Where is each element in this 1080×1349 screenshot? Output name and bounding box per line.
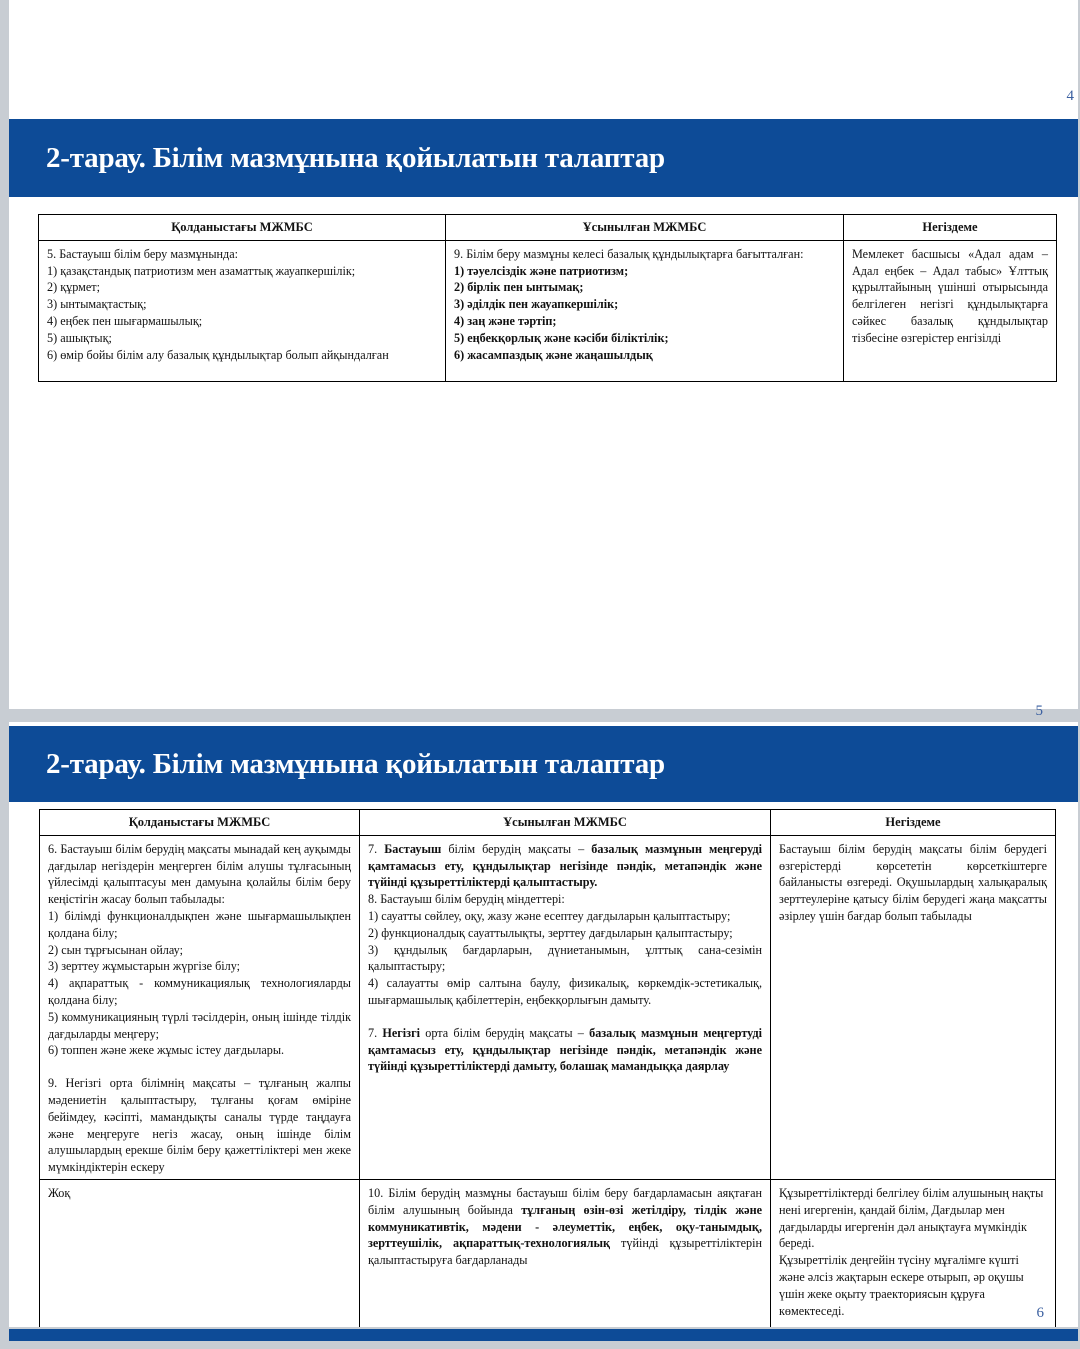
header-justification: Негіздеме [771, 810, 1056, 836]
justification-cell [771, 1179, 1056, 1327]
current-standard-cell [39, 240, 446, 381]
page-number: 4 [1066, 88, 1074, 104]
list-item: 8. Бастауыш білім берудің міндеттері: [368, 892, 565, 907]
list-item: 1) білімді функционалдықпен және шығармашылықпен қолдана білу; [48, 908, 351, 940]
paragraph-intro: 9. Білім беру мазмұны келесі базалық құндылықтарға бағытталған: [454, 246, 804, 261]
list-item: 5. Бастауыш білім беру мазмұнында: [47, 246, 239, 261]
proposed-standard-cell [360, 1179, 771, 1327]
paragraph [368, 1025, 762, 1075]
list-item: 4) еңбек пен шығармашылық; [47, 313, 203, 328]
text: орта білім берудің мақсаты – [425, 1025, 584, 1040]
justification-cell: Бастауыш білім берудің мақсаты білім берудегі өзгерістерді көрсететін көрсеткіштерге байланысты өзгереді. Оқушылардың халықаралық зерттеулеріне қатысу білім берудегі жаңа мақсатты әзірлеу үшін бағдар болып табылады [771, 835, 1056, 1179]
list-item: 3) зерттеу жұмыстарын жүргізе білу; [48, 959, 241, 974]
list-item: 4) заң және тәртіп; [454, 313, 557, 328]
text: 10. Білім берудің мазмұны бастауыш білім беру бағдарламасын аяқтаған білім алушының бойында [368, 1185, 762, 1217]
list-item: 5) еңбекқорлық және кәсіби біліктілік; [454, 330, 669, 345]
current-standard-cell: Жоқ [40, 1179, 360, 1327]
list-item: 2) функционалдық сауаттылықты, зерттеу дағдыларын қалыптастыру; [368, 925, 733, 940]
paragraph: Құзыреттілік деңгейін түсіну мұғалімге күшті және әлсіз жақтарын ескере отырып, әр оқушы үшін жеке оқыту траекториясын құруға көмектеседі. [779, 1253, 1024, 1318]
emphasis: тұлғаның өзін-өзі жетілдіру, тілдік және коммуникативтік, мәдени - әлеуметтік, еңбек, оқу-танымдық, зерттеушілік, ақпараттық-технологиялық [368, 1202, 763, 1251]
list-item: 3) құндылық бағдарларын, дүниетанымын, ұлттық сана-сезімін қалыптастыру; [368, 942, 762, 974]
list-item: 6) өмір бойы білім алу базалық құндылықтар болып айқындалған [47, 347, 389, 362]
list-item: 5) коммуникацияның түрлі тәсілдерін, оның ішінде тілдік дағдыларды меңгеру; [48, 1009, 351, 1041]
chapter-heading-banner [9, 726, 1078, 802]
list-item: 6) жасампаздық және жаңашылдық [454, 347, 653, 362]
text: білім берудің мақсаты – [448, 841, 585, 856]
paragraph: Құзыреттіліктерді белгілеу білім алушының нақты нені игергенін, қандай білім, Дағдылар мен дағдыларды игергенін дәл анықтауға мүмкіндік береді. [779, 1185, 1044, 1251]
justification-cell: Мемлекет басшысы «Адал адам – Адал еңбек – Адал табыс» Ұлттық құрылтайының үшінші отырысында белгілеген негізгі құндылықтарға сәйкес базалық құндылықтар тізбесіне өзгерістер енгізілді [844, 240, 1057, 381]
emphasis: Бастауыш [384, 841, 442, 856]
page-number: 6 [1036, 1305, 1044, 1321]
chapter-heading: 2-тарау. Білім мазмұнына қойылатын талаптар [46, 141, 665, 174]
chapter-heading: 2-тарау. Білім мазмұнына қойылатын талаптар [46, 747, 665, 780]
table-row [39, 240, 1057, 381]
emphasis: базалық мазмұнын меңгертуді қамтамасыз ету, құндылықтар негізінде пәндік, метапәндік және түйінді құзыреттіліктерді дамыту, болашақ мамандыққа даярлау [368, 1025, 763, 1074]
header-justification: Негіздеме [844, 215, 1057, 241]
emphasis: базалық мазмұнын меңгеруді қамтамасыз ету, құндылықтар негізінде пәндік, метапәндік және түйінді құзыреттіліктерді қалыптастыру. [368, 841, 763, 890]
requirements-table [39, 809, 1056, 1327]
document-page-5 [9, 722, 1078, 1327]
list-item: 1) тәуелсіздік және патриотизм; [454, 263, 629, 278]
list-item: 5) ашықтық; [47, 330, 112, 345]
page-number: 5 [1035, 703, 1043, 719]
table-row [40, 1179, 1056, 1327]
document-page-4 [9, 0, 1078, 709]
header-proposed-standard: Ұсынылған МЖМБС [360, 810, 771, 836]
item-number: 7. [368, 1025, 378, 1040]
requirements-table [38, 214, 1057, 382]
text: түйінді құзыреттіліктерін қалыптастыруға бағдарланады [368, 1236, 762, 1268]
paragraph: 9. Негізгі орта білімнің мақсаты – тұлғаның жалпы мәдениетін қалыптастыру, тұлғаны қоғам өміріне бейімдеу, кәсіпті, мамандықты саналы түрде таңдауға және меңгеруге негіз жасау, оның ішінде білім алушылардың ерекше білім беру қажеттіліктері мен жеке мүмкіндіктерін ескеру [48, 1076, 351, 1175]
header-proposed-standard: Ұсынылған МЖМБС [446, 215, 844, 241]
emphasis: Негізгі [382, 1025, 421, 1040]
list-item: 2) сын тұрғысынан ойлау; [48, 942, 183, 957]
table-header-row [40, 810, 1056, 836]
list-item: 3) ынтымақтастық; [47, 297, 147, 312]
chapter-heading-banner [9, 119, 1078, 197]
proposed-standard-cell [446, 240, 844, 381]
list-item: 1) қазақстандық патриотизм мен азаматтық жауапкершілік; [47, 263, 356, 278]
next-page-banner-edge [9, 1329, 1078, 1341]
table-row [40, 835, 1056, 1179]
list-item: 3) әділдік пен жауапкершілік; [454, 297, 619, 312]
table-header-row [39, 215, 1057, 241]
item-number: 7. [368, 841, 378, 856]
proposed-standard-cell [360, 835, 771, 1179]
list-item: 6) топпен және жеке жұмыс істеу дағдылары. [48, 1043, 285, 1058]
paragraph [368, 841, 762, 891]
list-item: 4) салауатты өмір салтына баулу, физикалық, көркемдік-эстетикалық, шығармашылық қабілеттерін, еңбекқорлығын дамыту. [368, 976, 762, 1007]
list-item: 4) ақпараттық - коммуникациялық технологияларды қолдана білу; [48, 976, 351, 1007]
list-item: 1) сауатты сөйлеу, оқу, жазу және есептеу дағдыларын қалыптастыру; [368, 908, 731, 923]
header-current-standard: Қолданыстағы МЖМБС [39, 215, 446, 241]
current-standard-cell [40, 835, 360, 1179]
list-item: 2) бірлік пен ынтымақ; [454, 280, 584, 295]
paragraph: 6. Бастауыш білім берудің мақсаты мынадай кең ауқымды дағдылар негіздерін меңгерген білім алушы тұлғасының үйлесімді қалыптасуы мен дамуына қолайлы білім беру кеңістігін жасау болып табылады: [48, 841, 351, 907]
header-current-standard: Қолданыстағы МЖМБС [40, 810, 360, 836]
list-item: 2) құрмет; [47, 280, 100, 295]
